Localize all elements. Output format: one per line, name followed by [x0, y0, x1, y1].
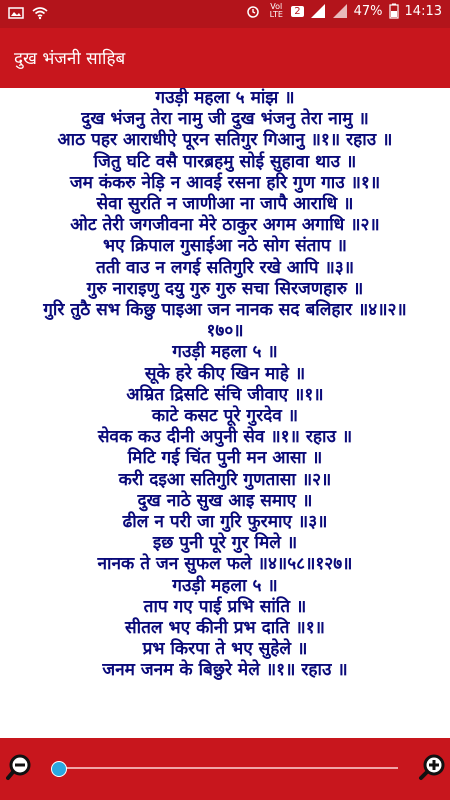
- verse-line: १७०॥: [206, 321, 244, 342]
- wifi-icon: [32, 5, 48, 21]
- page-title: दुख भंजनी साहिब: [14, 49, 126, 69]
- verse-line: सूके हरे कीए खिन माहे ॥: [144, 363, 306, 384]
- verse-line: गुरु नाराइणु दयु गुरु गुरु सचा सिरजणहारु ॥: [86, 278, 364, 299]
- zoom-in-icon[interactable]: [416, 752, 448, 784]
- app-bar: [0, 28, 450, 88]
- battery-icon: [389, 3, 399, 19]
- zoom-slider-track[interactable]: [52, 767, 398, 769]
- verse-line: गउड़ी महला ५ ॥: [172, 342, 278, 363]
- verse-line: जम कंकरु नेड़ि न आवई रसना हरि गुण गाउ ॥१॥: [69, 172, 381, 193]
- gallery-notification-icon: [8, 5, 24, 21]
- verse-line: ताप गए पाई प्रभि सांति ॥: [143, 596, 307, 617]
- verse-line: दुख नाठे सुख आइ समाए ॥: [137, 490, 313, 511]
- verse-line: सीतल भए कीनी प्रभ दाति ॥१॥: [125, 618, 325, 639]
- verse-line: मिटि गई चिंत पुनी मन आसा ॥: [127, 448, 323, 469]
- verse-line: ढील न परी जा गुरि फुरमाए ॥३॥: [122, 512, 328, 533]
- clock: 14:13: [404, 3, 442, 19]
- verse-line: जितु घटि वसै पारब्रहमु सोई सुहावा थाउ ॥: [93, 151, 357, 172]
- verse-line: ओट तेरी जगजीवना मेरे ठाकुर अगम अगाधि ॥२॥: [70, 215, 380, 236]
- verse-line: काटे कसट पूरे गुरदेव ॥: [151, 406, 299, 427]
- verse-line: भए क्रिपाल गुसाईआ नठे सोग संताप ॥: [103, 236, 347, 257]
- zoom-slider-thumb[interactable]: [51, 761, 67, 777]
- verse-line: आठ पहर आराधीऐ पूरन सतिगुर गिआनु ॥१॥ रहाउ ॥: [57, 130, 393, 151]
- signal-icon: [310, 3, 326, 19]
- verse-line: गुरि तुठै सभ किछु पाइआ जन नानक सद बलिहार ॥४॥२॥: [43, 300, 407, 321]
- status-bar: [0, 0, 450, 28]
- verse-list[interactable]: [0, 88, 450, 738]
- status-left-icons: [8, 5, 48, 21]
- verse-line: अम्रित द्रिसटि संचि जीवाए ॥१॥: [126, 384, 324, 405]
- zoom-out-icon[interactable]: [6, 752, 38, 784]
- verse-line: नानक ते जन सुफल फले ॥४॥५८॥१२७॥: [97, 554, 353, 575]
- zoom-bar: [0, 738, 450, 800]
- verse-line: करी दइआ सतिगुरि गुणतासा ॥२॥: [118, 469, 332, 490]
- verse-line: प्रभ किरपा ते भए सुहेले ॥: [142, 639, 308, 660]
- verse-line: गउड़ी महला ५ ॥: [172, 575, 278, 596]
- sim-badge: 2: [291, 6, 303, 17]
- verse-line: इछ पुनी पूरे गुर मिले ॥: [152, 533, 298, 554]
- alarm-icon: [245, 3, 261, 19]
- verse-line: तती वाउ न लगई सतिगुरि रखे आपि ॥३॥: [95, 257, 355, 278]
- network-type: Vol LTE: [269, 2, 283, 19]
- verse-line: गउड़ी महला ५ मांझ ॥: [155, 88, 295, 108]
- verse-line: सेवक कउ दीनी अपुनी सेव ॥१॥ रहाउ ॥: [97, 427, 353, 448]
- status-right-icons: [245, 3, 442, 19]
- verse-line: सेवा सुरति न जाणीआ ना जापै आराधि ॥: [96, 194, 354, 215]
- verse-line: जनम जनम के बिछुरे मेले ॥१॥ रहाउ ॥: [102, 660, 348, 681]
- verse-line: दुख भंजनु तेरा नामु जी दुख भंजनु तेरा नामु ॥: [81, 109, 369, 130]
- battery-percent: 47%: [353, 3, 383, 19]
- signal-icon-2: [332, 3, 348, 19]
